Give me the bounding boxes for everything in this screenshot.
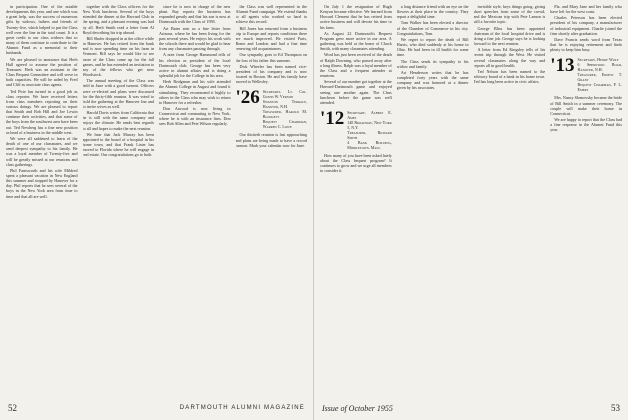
right-page-footer	[314, 402, 628, 414]
paragraph: Ted Pirie has turned in a good job as class reporter. We have received letters from class members reporting on their various doings. We are pleased to report that Smith and Bob Hill and Joe Lewin continue their activities, and that some of the boys from the southwest area have been out. Ted Newberg has a fine new position as head of a business in the middle west.	[6, 88, 78, 135]
paragraph: Our thirtieth reunion is fast approaching and plans are being made to have a record turnout. Mark your calendar now for June.	[235, 132, 307, 148]
paragraph: Dave Francis sends word from Texas that he is enjoying retirement and finds plenty to keep him busy.	[550, 36, 622, 53]
column	[474, 4, 546, 396]
right-page	[314, 0, 628, 420]
paragraph: We are happy to report that the Class had a fine response in the Alumni Fund this year.	[550, 117, 622, 133]
left-page-footer	[0, 402, 313, 414]
paragraph: invisible style, keys things going, giving short speeches from some of the crowd, and the Mexican trip with Pete Lamon is still a favorite topic.	[473, 4, 546, 25]
officer-line: Treasurer, Ernest T. Grant	[577, 72, 622, 83]
class-heading	[236, 89, 308, 129]
class-heading	[320, 107, 392, 150]
paragraph: George Bliss has been appointed chairman of the local hospital drive and is doing a fine job. George says he is looking forward to the next reunion.	[473, 25, 546, 47]
paragraph: together with the Class officers for the New York luncheon. Several of the boys attended the dinner at the Harvard Club in the spring, and a pleasant evening was had by all. Herb Smith read a letter from Al Boyd describing his trip abroad.	[82, 4, 154, 35]
paragraph: in participation. One of the notable developments this year, and one which was a great help, was the success of numerous gifts by widows, fathers and friends of Twenty-five, which helped to put the Class well over the line in the total count. It is a great credit to our class widows that so many of them continue to contribute to the Alumni Fund as a memorial to their husbands.	[6, 4, 78, 56]
class-year-number: '12	[320, 107, 345, 129]
paragraph: since he is now in charge of the new plant. Ray reports the business has expanded greatly and that his son is now at Dartmouth with the Class of 1958.	[159, 4, 231, 25]
paragraph: Dick Wheeler has been named vice-president of his company and is now located in Boston. He and his family have moved to Wellesley.	[235, 63, 307, 85]
paragraph: Herb Bridgman and his wife attended the Alumni College in August and found it stimulating. They recommend it highly to others in the Class who may wish to return to Hanover for a refresher.	[159, 79, 231, 105]
column	[320, 4, 392, 396]
paragraph: Fla. and Mary Jane and her family who have left for the west coast.	[550, 4, 622, 15]
paragraph: On July 1 the resignation of Hugh Kenyon became effective. We learned from Howard Clement that he has retired from active business and will devote his time to his farm.	[320, 4, 392, 30]
paragraph: We hear that Jack Murray has been appointed to the board of a hospital in his home town, and that Frank Lister has moved to Florida where he will engage in real estate. Our congratulations go to both.	[82, 131, 154, 158]
running-footer: DARTMOUTH ALUMNI MAGAZINE	[179, 405, 305, 411]
issue-date: Issue of October 1955	[322, 403, 393, 413]
officer-line: Treasurer, Harold M. Blodgett	[262, 109, 307, 120]
paragraph: The annual meeting of the Class was held in June with a good turnout. Officers were re-elected and plans were discussed for the thirty-fifth reunion. It was voted to hold the gathering at the Hanover Inn and to invite wives as well.	[82, 78, 154, 109]
class-year-number: '26	[235, 87, 260, 109]
paragraph: Phil Farnsworth and his wife Mildred spent a pleasant vacation in New England this summer and stopped by Hanover for a day. Phil reports that he sees several of the boys in the New York area from time to time and that all are well.	[6, 167, 78, 199]
column	[83, 4, 155, 396]
paragraph: Tom Walker has been elected a director of the Chamber of Commerce in his city. Congratulations, Tom.	[396, 20, 469, 36]
paragraph: Art Henderson writes that he has completed forty years with the same company and was honored at a dinner given by his associates.	[396, 69, 469, 91]
column	[397, 4, 469, 396]
class-officers	[578, 57, 622, 92]
column	[159, 4, 231, 396]
officer-line: 6 Sherwood Road, Hanover, N.H.	[577, 62, 622, 73]
officer-line: 140 Broadway, New York 5, N.Y.	[347, 119, 392, 130]
paragraph: Word has just been received of the death of Ralph Downing, who passed away after a long illness. Ralph was a loyal member of the Class and a frequent attender at reunions.	[320, 52, 392, 79]
paragraph: We were all saddened to learn of the death of one of our classmates, and we send deepest sympathy to his family. He was a loyal member of Twenty-five and will be greatly missed at our reunions and class gatherings.	[6, 135, 78, 167]
paragraph: The Class sends its sympathy to his widow and family.	[396, 58, 469, 69]
paragraph: Our sympathy goes to Ed Thompson on the loss of his father this summer.	[235, 52, 307, 63]
paragraph: Charles Peterson has been elected president of his company, a manufacturer of industrial equipment. Charlie joined the firm shortly after graduation.	[550, 15, 622, 36]
page-number: 53	[611, 403, 620, 413]
officer-line: Swanton Terrace, Hanover, N.H.	[262, 99, 307, 110]
officer-line: Secretary, Lt. Col. Glenn W. Vernon	[262, 89, 307, 100]
paragraph: How many of you have been asked lately about the Class bequest program? It continues to grow and we urge all members to consider it.	[320, 152, 392, 174]
class-heading	[550, 57, 622, 92]
paragraph: A note from George Hammond tells of his election as president of the local Dartmouth club. George has been very active in alumni affairs and is doing a splendid job for the College in his area.	[159, 52, 231, 79]
paragraph: Bill Jones has returned from a business trip to Europe and reports conditions there are much improved. He visited Paris, Rome and London and had a fine time renewing old acquaintances.	[235, 25, 307, 52]
left-page-columns	[6, 4, 307, 396]
paragraph: Several of our number got together at the Harvard-Dartmouth game and enjoyed seeing one another again. The Class luncheon before the game was well attended.	[320, 79, 392, 105]
officer-line: Bequest Chairman, Warren C. Lowe	[262, 119, 307, 130]
officer-line: Secretary, Albert E. Ames	[347, 109, 392, 120]
paragraph: Harold Davis writes from California that he is still with the same company and enjoys the climate. He sends best regards to all and hopes to make the next reunion.	[82, 110, 154, 131]
paragraph: We are pleased to announce that Herb Hall agreed to assume the position of Treasurer. Herb was an assistant to the Class Bequest Committee and will serve in both capacities. He will be aided by Fred and Cliff as associate class agents.	[6, 56, 78, 88]
column	[236, 4, 308, 396]
paragraph: Mrs. Nancy Slomovsky became the bride of Bill Smith in a summer ceremony. The couple will make their home in Connecticut.	[550, 95, 622, 116]
paragraph: A letter from Ed Kingsley tells of his recent trip through the West. He visited several classmates along the way and reports all in good health.	[473, 47, 546, 68]
paragraph: We regret to report the death of Bill Harris, who died suddenly at his home in Ohio. He had been in ill health for some time.	[396, 36, 469, 58]
right-page-columns	[320, 4, 622, 396]
paragraph: a long distance friend with an eye on the flowers at their place in the country. They report a delightful time.	[396, 4, 469, 20]
page-number: 52	[8, 403, 17, 413]
paragraph: Art Bates sent us a fine letter from Arizona, where he has been living for the past several years. He enjoys his work with the schools there and would be glad to hear from any classmates passing through.	[159, 25, 231, 52]
paragraph: Bill Shafer dropped in at the office while in Hanover. He has retired from the bank and is now spending time on his farm in Vermont. Bill says he would like to see more of the Class come up for the fall games, and he has extended an invitation to any of the fellows who get near Woodstock.	[82, 35, 154, 78]
paragraph: the Class was well represented in the Alumni Fund campaign. We extend thanks to all agents who worked so hard to achieve this record.	[235, 4, 307, 25]
officer-line: Treasurer, Richard Smith	[347, 129, 392, 140]
officer-line: 4 Bank Building, Middletown, Mass.	[347, 139, 392, 150]
officer-line: Secretary, Henry Wolf	[577, 57, 619, 63]
column	[550, 4, 622, 396]
class-officers	[347, 110, 391, 150]
paragraph: Ted Nelson has been named to the advisory board of a bank in his home town. Ted has long been active in civic affairs.	[473, 68, 546, 85]
paragraph: As August 22 Dartmouth's Bequest Program grew more active in our area. A gathering was held at the home of Chuck Smith, with many classmates attending.	[320, 30, 392, 52]
column	[6, 4, 78, 396]
class-officers	[263, 89, 307, 129]
class-year-number: '13	[550, 55, 575, 77]
officer-line: Bequest Chairman, F. L. Emery	[577, 82, 622, 93]
paragraph: Don Atwood is now living in Connecticut and commuting to New York, where he is with an insurance firm. Don sees Bob Allen and Pete Wilson regularly.	[159, 105, 231, 127]
